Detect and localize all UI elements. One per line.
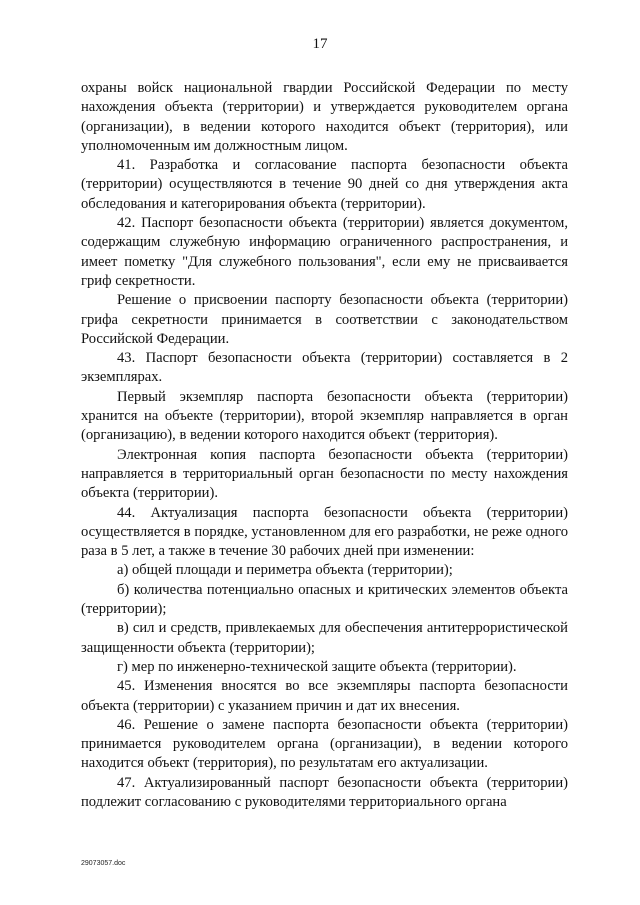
paragraph-43: 43. Паспорт безопасности объекта (территории) составляется в 2 экземплярах. [81, 350, 568, 386]
paragraph-47: 47. Актуализированный паспорт безопасности объекта (территории) подлежит согласованию с руководителями территориального органа [81, 774, 568, 810]
paragraph-43-copies: Первый экземпляр паспорта безопасности объекта (территории) хранится на объекте (территории), второй экземпляр направляется в орган (организацию), в ведении которого находится объект (территория). [81, 388, 568, 444]
list-item-v: в) сил и средств, привлекаемых для обеспечения антитеррористической защищенности объекта (территории); [81, 620, 568, 656]
list-item-a: а) общей площади и периметра объекта (территории); [117, 562, 453, 579]
paragraph-46: 46. Решение о замене паспорта безопасности объекта (территории) принимается руководителем органа (организации), в ведении которого находится объект (территория), по результатам его актуализации. [81, 716, 568, 772]
list-item-b: б) количества потенциально опасных и критических элементов объекта (территории); [81, 581, 568, 618]
document-body [81, 79, 568, 812]
paragraph-43-electronic-copy: Электронная копия паспорта безопасности объекта (территории) направляется в территориальный орган безопасности по месту нахождения объекта (территории). [81, 446, 568, 502]
paragraph-continuation: охраны войск национальной гвардии Российской Федерации по месту нахождения объекта (территории) и утверждается руководителем органа (организации), в ведении которого находится объект (территория), или уполномоченным им должностным лицом. [81, 80, 568, 154]
paragraph-42: 42. Паспорт безопасности объекта (территории) является документом, содержащим служебную информацию ограниченного распространения, и имеет пометку "Для служебного пользования", если ему не присваивается гриф секретности. [81, 215, 568, 289]
list-item-g: г) мер по инженерно-технической защите объекта (территории). [117, 658, 517, 675]
paragraph-41: 41. Разработка и согласование паспорта безопасности объекта (территории) осуществляются в течение 90 дней со дня утверждения акта обследования и категорирования объекта (территории). [81, 157, 568, 212]
footer-filename: 29073057.doc [81, 860, 126, 867]
paragraph-42-secrecy: Решение о присвоении паспорту безопасности объекта (территории) грифа секретности принимается в соответствии с законодательством Российской Федерации. [81, 292, 568, 347]
paragraph-44: 44. Актуализация паспорта безопасности объекта (территории) осуществляется в порядке, установленном для его разработки, не реже одного раза в 5 лет, а также в течение 30 рабочих дней при изменении: [81, 504, 568, 560]
page-number: 17 [312, 36, 328, 52]
paragraph-45: 45. Изменения вносятся во все экземпляры паспорта безопасности объекта (территории) с указанием причин и дат их внесения. [81, 678, 568, 714]
